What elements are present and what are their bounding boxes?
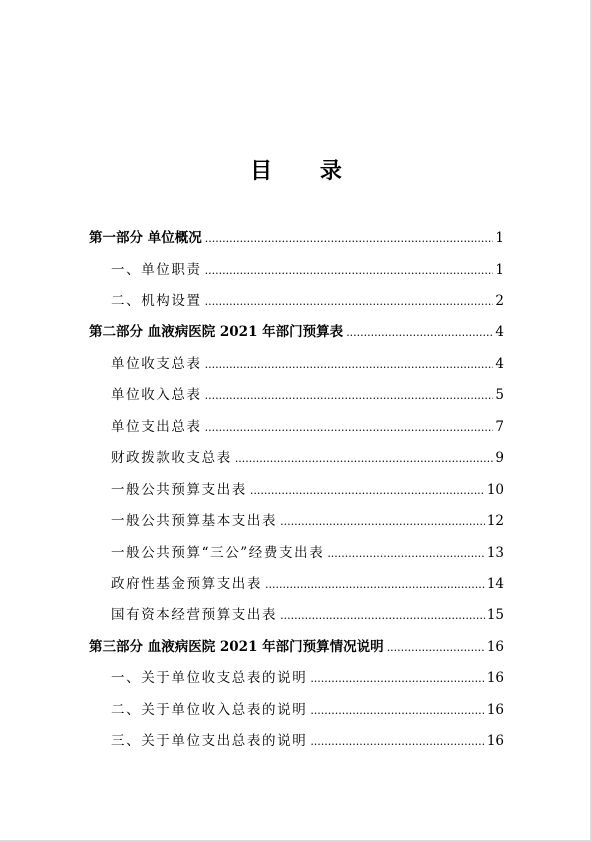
dot-leader xyxy=(250,479,485,503)
toc-entry-page: 10 xyxy=(486,482,504,498)
toc-entry[interactable] xyxy=(111,729,504,753)
dot-leader xyxy=(205,384,494,408)
toc-entry-page: 7 xyxy=(495,419,504,435)
toc-entry-page: 1 xyxy=(495,230,504,246)
toc-entry[interactable] xyxy=(89,320,504,344)
toc-entry-page: 4 xyxy=(495,356,504,372)
toc-entry-label: 财政拨款收支总表 xyxy=(111,450,232,466)
dot-leader xyxy=(235,447,494,471)
toc-entry[interactable] xyxy=(111,446,504,470)
toc-entry-label: 第一部分 单位概况 xyxy=(89,230,202,246)
dot-leader xyxy=(205,259,494,283)
dot-leader xyxy=(205,227,494,251)
dot-leader xyxy=(387,636,485,660)
toc-entry-label: 第三部分 血液病医院 2021 年部门预算情况说明 xyxy=(89,639,384,655)
toc-entry-page: 2 xyxy=(495,293,504,309)
toc-entry[interactable] xyxy=(111,383,504,407)
toc-entry-page: 16 xyxy=(486,670,504,686)
toc-entry-page: 5 xyxy=(495,387,504,403)
toc-entry-page: 4 xyxy=(495,324,504,340)
toc-entry-label: 一般公共预算“三公”经费支出表 xyxy=(111,545,325,561)
toc-entry[interactable] xyxy=(111,541,504,565)
toc-entry[interactable] xyxy=(111,258,504,282)
dot-leader xyxy=(346,321,493,345)
dot-leader xyxy=(205,416,494,440)
toc-entry[interactable] xyxy=(111,509,504,533)
toc-entry[interactable] xyxy=(89,635,504,659)
page-title: 目 录 xyxy=(250,159,362,184)
toc-entry-page: 16 xyxy=(486,702,504,718)
toc-entry-label: 一般公共预算基本支出表 xyxy=(111,513,278,529)
toc-entry-label: 三、关于单位支出总表的说明 xyxy=(111,733,308,749)
toc-entry[interactable] xyxy=(111,666,504,690)
dot-leader xyxy=(310,730,485,754)
toc-entry-label: 政府性基金预算支出表 xyxy=(111,576,262,592)
toc-entry-page: 1 xyxy=(495,262,504,278)
toc-entry[interactable] xyxy=(111,415,504,439)
dot-leader xyxy=(327,542,485,566)
toc-entry-label: 单位收支总表 xyxy=(111,356,202,372)
toc-entry-label: 单位收入总表 xyxy=(111,387,202,403)
toc-entry-page: 13 xyxy=(486,545,504,561)
toc-entry[interactable] xyxy=(89,226,504,250)
toc-entry-page: 12 xyxy=(486,513,504,529)
toc-entry-label: 二、机构设置 xyxy=(111,293,202,309)
toc-entry-page: 16 xyxy=(486,639,504,655)
toc-entry[interactable] xyxy=(111,572,504,596)
dot-leader xyxy=(280,510,485,534)
toc-entry-label: 单位支出总表 xyxy=(111,419,202,435)
toc-entry-page: 16 xyxy=(486,733,504,749)
dot-leader xyxy=(205,353,494,377)
toc-entry[interactable] xyxy=(111,352,504,376)
toc-entry[interactable] xyxy=(111,478,504,502)
toc-entry-label: 第二部分 血液病医院 2021 年部门预算表 xyxy=(89,324,344,340)
dot-leader xyxy=(265,573,485,597)
toc-entry-label: 一、单位职责 xyxy=(111,262,202,278)
toc-entry[interactable] xyxy=(111,698,504,722)
dot-leader xyxy=(205,290,494,314)
toc-entry-label: 二、关于单位收入总表的说明 xyxy=(111,702,308,718)
toc-entry[interactable] xyxy=(111,603,504,627)
toc-entry-page: 9 xyxy=(495,450,504,466)
toc-entry[interactable] xyxy=(111,289,504,313)
dot-leader xyxy=(280,604,485,628)
toc-entry-label: 国有资本经营预算支出表 xyxy=(111,607,278,623)
toc-entry-label: 一般公共预算支出表 xyxy=(111,482,247,498)
dot-leader xyxy=(310,667,485,691)
toc-entry-page: 14 xyxy=(486,576,504,592)
toc-entry-label: 一、关于单位收支总表的说明 xyxy=(111,670,308,686)
toc-entry-page: 15 xyxy=(486,607,504,623)
dot-leader xyxy=(310,699,485,723)
